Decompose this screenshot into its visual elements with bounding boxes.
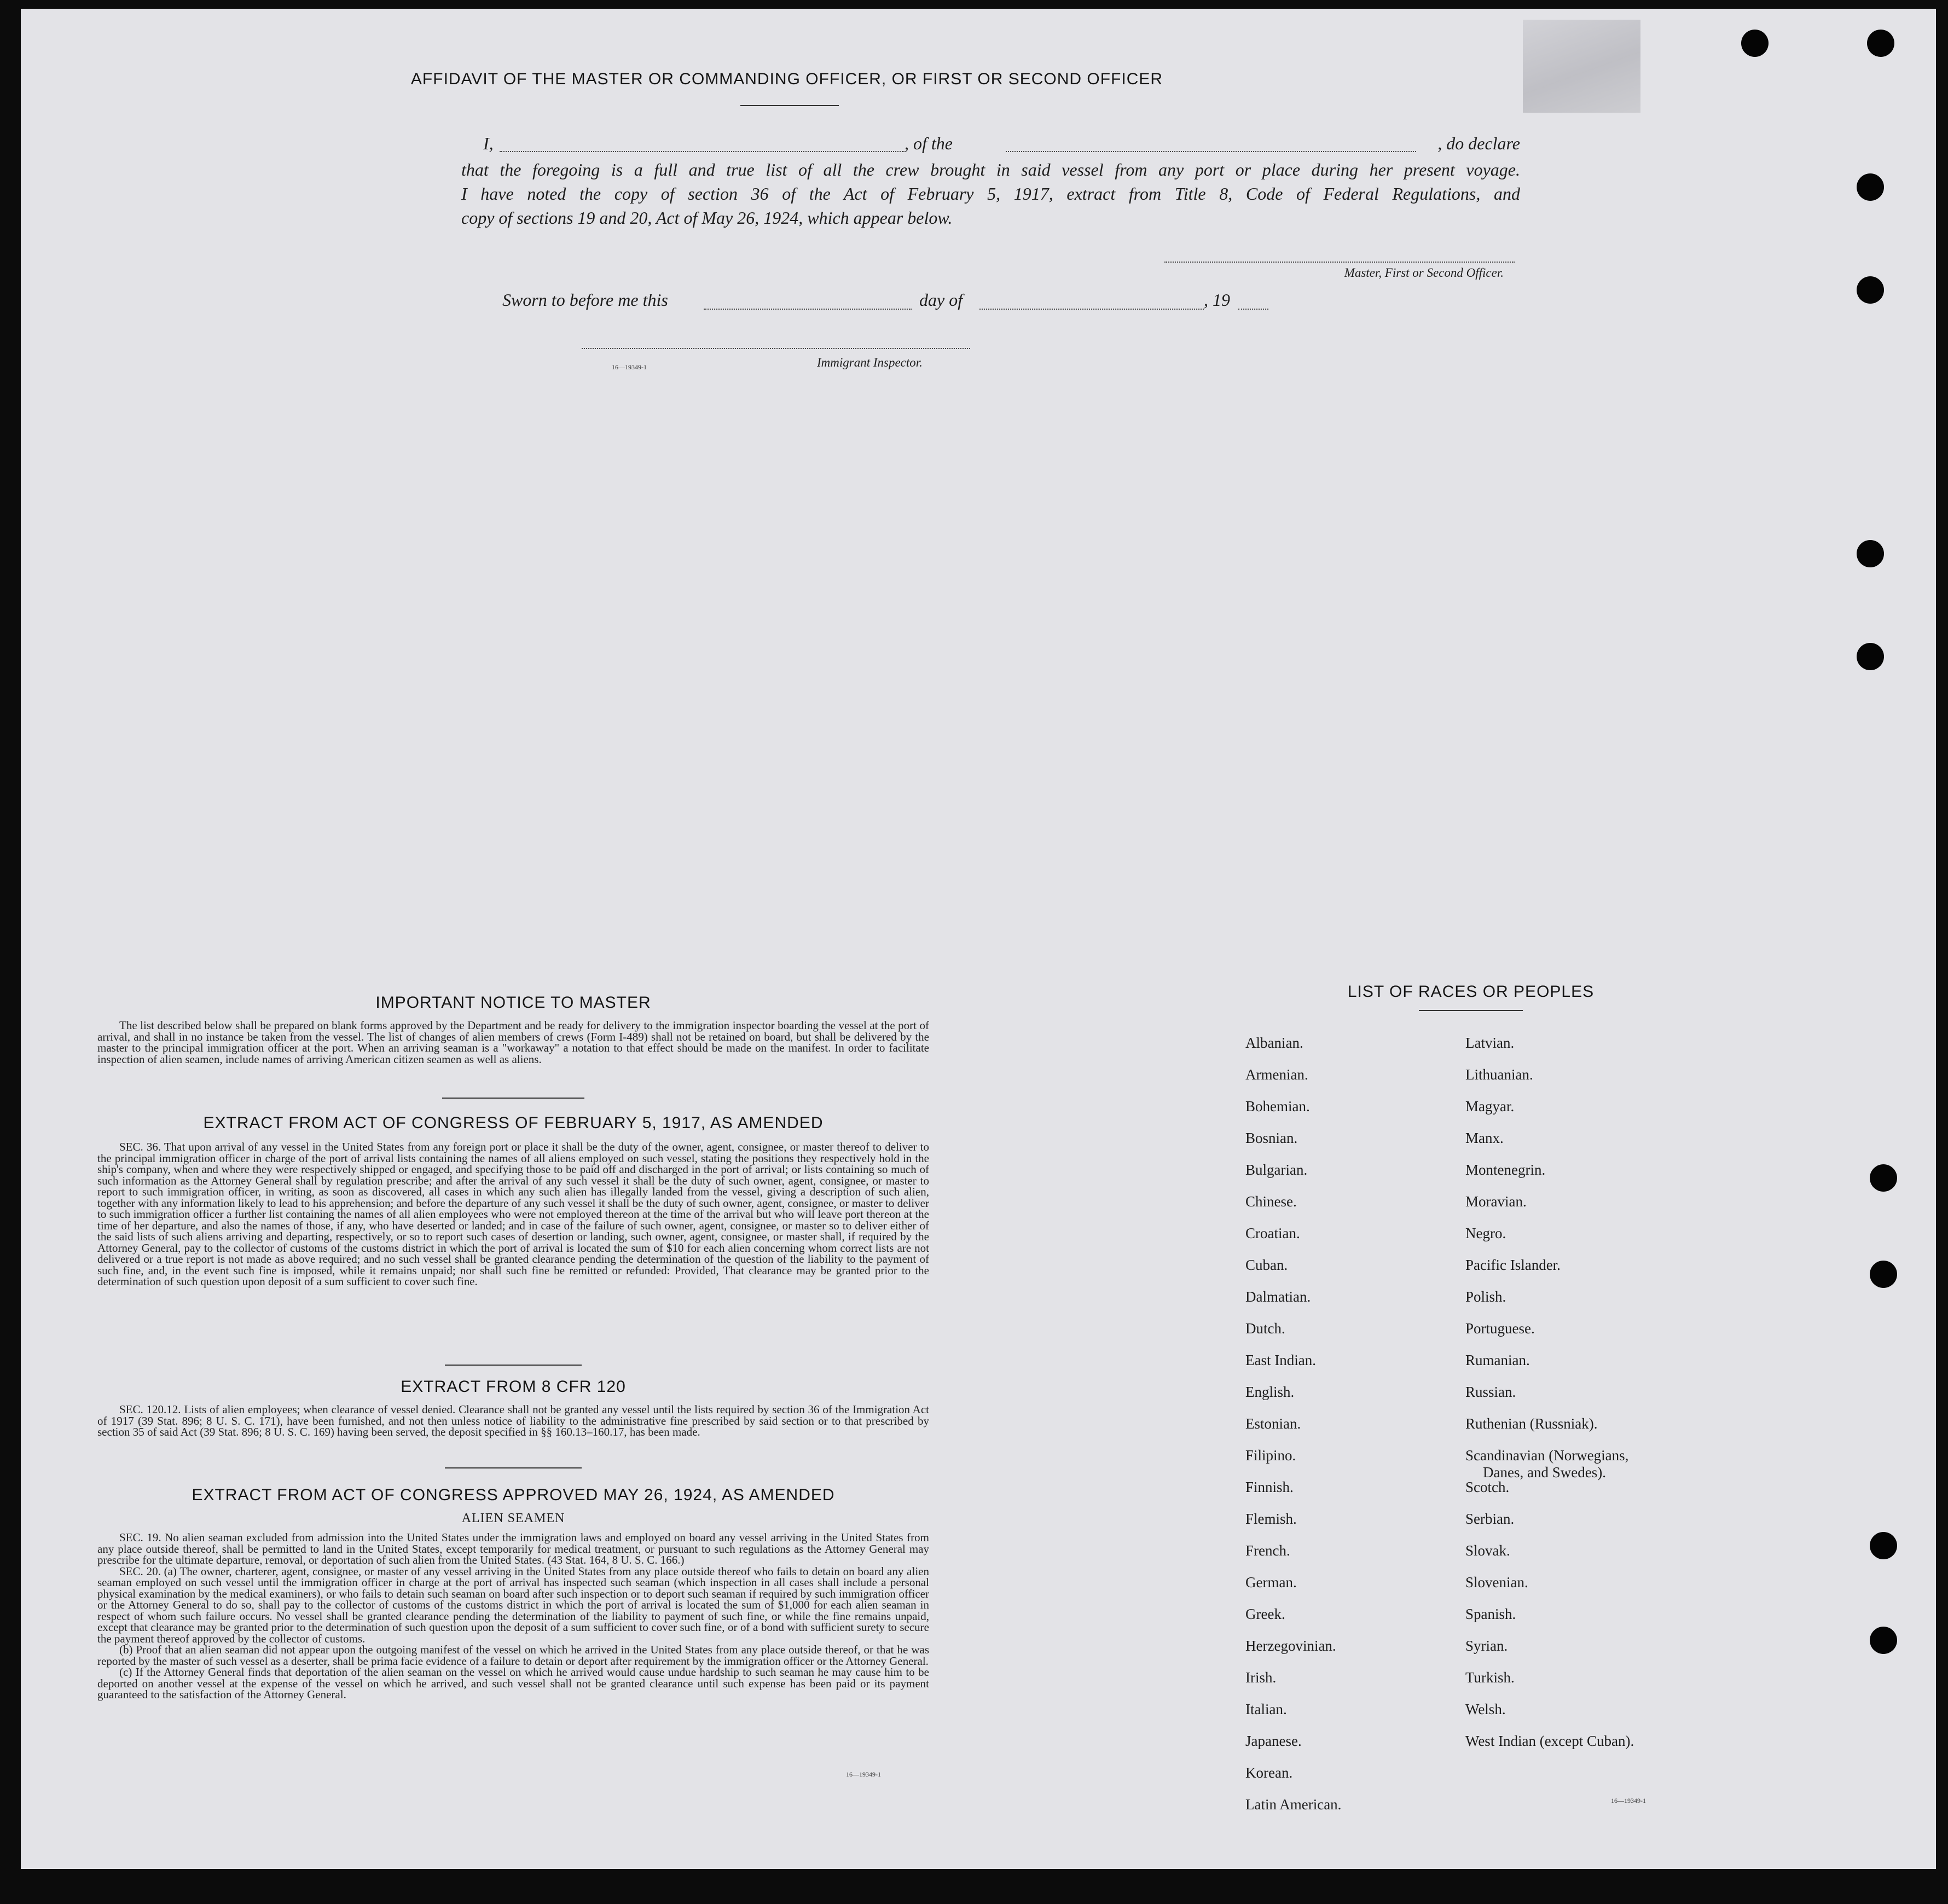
race-item: Moravian. — [1465, 1193, 1527, 1210]
race-item: Herzegovinian. — [1245, 1638, 1336, 1654]
races-divider — [1419, 1010, 1523, 1011]
year-label: , 19 — [1204, 290, 1230, 310]
race-item: Danes, and Swedes). — [1483, 1464, 1606, 1481]
sec-20b-paragraph: (b) Proof that an alien seaman did not appear upon the outgoing manifest of the vessel on which he arrived in the United States from any place outside thereof, or that he was reported by the master of such vessel as a deserter, shall be prima facie evidence of a failure to detain or deport after requirement by the immigration officer or the Attorney General. — [97, 1643, 929, 1668]
race-item: Italian. — [1245, 1701, 1287, 1717]
extract-form-number: 16—19349-1 — [846, 1771, 881, 1778]
affidavit-title: AFFIDAVIT OF THE MASTER OR COMMANDING OFFICER, OR FIRST OR SECOND OFFICER — [410, 70, 1163, 88]
race-item: Scotch. — [1465, 1479, 1510, 1495]
races-title: LIST OF RACES OR PEOPLES — [1347, 983, 1595, 1001]
of-the-label: , of the — [905, 133, 953, 153]
extract-1917-divider — [445, 1365, 582, 1366]
races-form-number: 16—19349-1 — [1611, 1797, 1646, 1804]
race-item: English. — [1245, 1384, 1295, 1400]
month-field[interactable] — [979, 309, 1204, 310]
vessel-field[interactable] — [1006, 151, 1416, 152]
race-item: Bulgarian. — [1245, 1162, 1308, 1178]
binder-hole — [1857, 173, 1884, 201]
race-item: Japanese. — [1245, 1733, 1302, 1749]
binder-hole — [1857, 643, 1884, 670]
race-item: Serbian. — [1465, 1511, 1515, 1527]
race-item: Polish. — [1465, 1288, 1506, 1305]
race-item: French. — [1245, 1542, 1290, 1559]
race-item: Negro. — [1465, 1225, 1506, 1241]
race-item: Estonian. — [1245, 1415, 1301, 1432]
race-item: Latin American. — [1245, 1796, 1342, 1813]
sec-20a-paragraph: SEC. 20. (a) The owner, charterer, agent, consignee, or master of any vessel arriving in the United States from any place outside thereof who fails to detain on board any alien seaman employed on such vessel until the immigration officer in charge at the port of arrival has inspected such seaman (which inspection in all cases shall include a personal physical examination by the medical examiners), or who fails to detain such seaman on board after such inspection or to deport such seaman if required by such immigration officer or the Attorney General to do so, shall pay to the collector of customs of the customs district in which the port of arrival is located the sum of $1,000 for each alien seaman in respect of whom such failure occurs. No vessel shall be granted clearance pending the determination of the liability to payment of such fine, or while the fine remains unpaid, except that clearance may be granted prior to the determination of such question upon the deposit of a sum sufficient to cover such fine, or of a bond with sufficient surety to secure the payment thereof approved by the collector of customs. — [97, 1564, 929, 1645]
race-item: Filipino. — [1245, 1447, 1296, 1464]
binder-hole — [1870, 1261, 1897, 1288]
notice-text — [97, 1020, 929, 1065]
sworn-label: Sworn to before me this — [502, 290, 668, 310]
extract-cfr-title: EXTRACT FROM 8 CFR 120 — [401, 1378, 626, 1396]
race-item: Russian. — [1465, 1384, 1516, 1400]
race-item: Manx. — [1465, 1130, 1504, 1146]
race-item: Pacific Islander. — [1465, 1257, 1561, 1273]
title-divider — [740, 105, 839, 106]
binder-hole — [1867, 30, 1894, 57]
tape-mark — [1523, 20, 1640, 113]
inspector-signature-field[interactable] — [582, 348, 970, 349]
extract-cfr-text — [97, 1404, 929, 1438]
race-item: Greek. — [1245, 1606, 1285, 1622]
sworn-line — [502, 290, 1279, 314]
notice-divider — [442, 1098, 584, 1099]
extract-1917-title: EXTRACT FROM ACT OF CONGRESS OF FEBRUARY 5, 1917, AS AMENDED — [203, 1114, 824, 1132]
race-item: Flemish. — [1245, 1511, 1297, 1527]
race-item: Bosnian. — [1245, 1130, 1298, 1146]
inspector-label: Immigrant Inspector. — [817, 356, 923, 369]
sec-20c-paragraph: (c) If the Attorney General finds that deportation of the alien seaman on the vessel on which he arrived would cause undue hardship to such seaman he may cause him to be deported on another vessel at the expense of the vessel on which he arrived, and such vessel shall not be granted clearance until such expense has been paid or its payment guaranteed to the satisfaction of the Attorney General. — [97, 1665, 929, 1701]
race-item: Slovak. — [1465, 1542, 1510, 1559]
race-item: Portuguese. — [1465, 1320, 1535, 1337]
race-item: Rumanian. — [1465, 1352, 1530, 1368]
race-item: Scandinavian (Norwegians, — [1465, 1447, 1629, 1464]
race-item: Ruthenian (Russniak). — [1465, 1415, 1598, 1432]
sec-36-paragraph: SEC. 36. That upon arrival of any vessel in the United States from any foreign port or place it shall be the duty of the owner, agent, consignee, or master thereof to deliver to the principal immigration officer in charge of the port of arrival lists containing the names of all aliens employed on such vessel, stating the positions they respectively hold in the ship's company, when and where they were respectively shipped or engaged, and specifying those to be paid off and discharged in the port of arrival; or lists containing so much of such information as the Attorney General shall by regulation prescribe; and after the arrival of any such vessel it shall be the duty of such owner, agent, consignee, or master to report to such immigration officer, in writing, as soon as discovered, all cases in which any such alien has illegally landed from the vessel, giving a description of such alien, together with any information likely to lead to his apprehension; and before the departure of any such vessel it shall be the duty of such owner, agent, consignee, or master to deliver to such immigration officer a further list containing the names of all alien employees who were not employed thereon at the time of the arrival but who will leave port thereon at the time of her departure, and also the names of those, if any, who have deserted or landed; and in case of the failure of such owner, agent, consignee, or master so to deliver either of the said lists of such aliens arriving and departing, respectively, or so to report such cases of desertion or landing, such owner, agent, consignee, or master shall, if required by the Attorney General, pay to the collector of customs of the customs district in which the port of arrival is located the sum of $10 for each alien concerning whom correct lists are not delivered or a true report is not made as above required; and no such vessel shall be granted clearance pending the determination of the question of the liability to the payment of such fine, and, in the event such fine is imposed, while it remains unpaid; nor shall such fine be remitted or refunded: Provided, That clearance may be granted prior to the determination of such question upon deposit of a sum sufficient to cover such fine. — [97, 1140, 929, 1288]
race-item: German. — [1245, 1574, 1297, 1590]
notice-paragraph: The list described below shall be prepared on blank forms approved by the Department and be ready for delivery to the immigration inspector boarding the vessel at the port of arrival, and shall in no instance be taken from the vessel. The list of changes of alien members of crews (Form I-489) shall not be retained on board, but shall be delivered by the master to the principal immigration officer at the port. When an arriving seaman is a "workaway" a notation to that effect should be made on the manifest. In order to facilitate inspection of alien seamen, include names of arriving American citizen seamen as well as aliens. — [97, 1019, 929, 1066]
race-item: Albanian. — [1245, 1035, 1303, 1051]
race-item: Armenian. — [1245, 1066, 1308, 1083]
race-item: Spanish. — [1465, 1606, 1516, 1622]
sec-120-12-paragraph: SEC. 120.12. Lists of alien employees; when clearance of vessel denied. Clearance shall not be granted any vessel until the lists required by section 36 of the Immigration Act of 1917 (39 Stat. 896; 8 U. S. C. 171), have been furnished, and not then unless notice of liability to the administrative fine prescribed by said section or to that prescribed by section 35 of said Act (39 Stat. 896; 8 U. S. C. 169) having been served, the deposit specified in §§ 160.13–160.17, has been made. — [97, 1403, 929, 1438]
race-item: Syrian. — [1465, 1638, 1508, 1654]
form-page — [21, 9, 1936, 1869]
declaration-line-3: copy of sections 19 and 20, Act of May 26, 1924, which appear below. — [461, 208, 953, 228]
race-item: Slovenian. — [1465, 1574, 1528, 1590]
race-item: Welsh. — [1465, 1701, 1506, 1717]
race-item: West Indian (except Cuban). — [1465, 1733, 1634, 1749]
declaration-line-1: that the foregoing is a full and true list of all the crew brought in said vessel from any port or place during her present voyage. — [461, 160, 1520, 179]
race-item: Croatian. — [1245, 1225, 1300, 1241]
race-item: East Indian. — [1245, 1352, 1316, 1368]
race-item: Korean. — [1245, 1764, 1293, 1781]
race-item: Cuban. — [1245, 1257, 1288, 1273]
year-field[interactable] — [1238, 309, 1268, 310]
race-item: Turkish. — [1465, 1669, 1515, 1686]
do-declare-label: , do declare — [1437, 133, 1520, 153]
master-signature-field[interactable] — [1164, 262, 1515, 263]
name-field[interactable] — [500, 151, 905, 152]
race-item: Finnish. — [1245, 1479, 1294, 1495]
binder-hole — [1857, 540, 1884, 567]
race-item: Bohemian. — [1245, 1098, 1310, 1114]
binder-hole — [1741, 30, 1769, 57]
race-item: Lithuanian. — [1465, 1066, 1533, 1083]
race-item: Dutch. — [1245, 1320, 1285, 1337]
declaration-line-2: I have noted the copy of section 36 of the Act of February 5, 1917, extract from Title 8, Code of Federal Regulations, and — [461, 184, 1520, 204]
day-field[interactable] — [704, 309, 912, 310]
declaration-text — [461, 158, 1520, 230]
extract-1924-text — [97, 1532, 929, 1700]
sec-19-paragraph: SEC. 19. No alien seaman excluded from admission into the United States under the immigration laws and employed on board any vessel arriving in the United States from any place outside thereof, shall be permitted to land in the United States, except temporarily for medical treatment, or pursuant to such regulations as the Attorney General may prescribe for the ultimate departure, removal, or deportation of such alien from the United States. (43 Stat. 164, 8 U. S. C. 166.) — [97, 1531, 929, 1566]
extract-cfr-divider — [445, 1467, 582, 1468]
race-item: Irish. — [1245, 1669, 1277, 1686]
extract-1917-text — [97, 1141, 929, 1287]
notice-title: IMPORTANT NOTICE TO MASTER — [375, 994, 651, 1012]
binder-hole — [1870, 1164, 1897, 1192]
day-of-label: day of — [919, 290, 963, 310]
binder-hole — [1857, 276, 1884, 304]
binder-hole — [1870, 1532, 1897, 1559]
race-item: Montenegrin. — [1465, 1162, 1546, 1178]
i-label: I, — [483, 133, 494, 153]
race-item: Dalmatian. — [1245, 1288, 1311, 1305]
master-signature-label: Master, First or Second Officer. — [1344, 266, 1504, 280]
race-item: Latvian. — [1465, 1035, 1515, 1051]
race-item: Magyar. — [1465, 1098, 1515, 1114]
alien-seamen-subtitle: ALIEN SEAMEN — [461, 1511, 565, 1525]
affidavit-form-number: 16—19349-1 — [612, 363, 647, 371]
declarant-line — [461, 133, 1520, 155]
extract-1924-title: EXTRACT FROM ACT OF CONGRESS APPROVED MAY 26, 1924, AS AMENDED — [192, 1486, 835, 1504]
race-item: Chinese. — [1245, 1193, 1297, 1210]
binder-hole — [1870, 1627, 1897, 1654]
